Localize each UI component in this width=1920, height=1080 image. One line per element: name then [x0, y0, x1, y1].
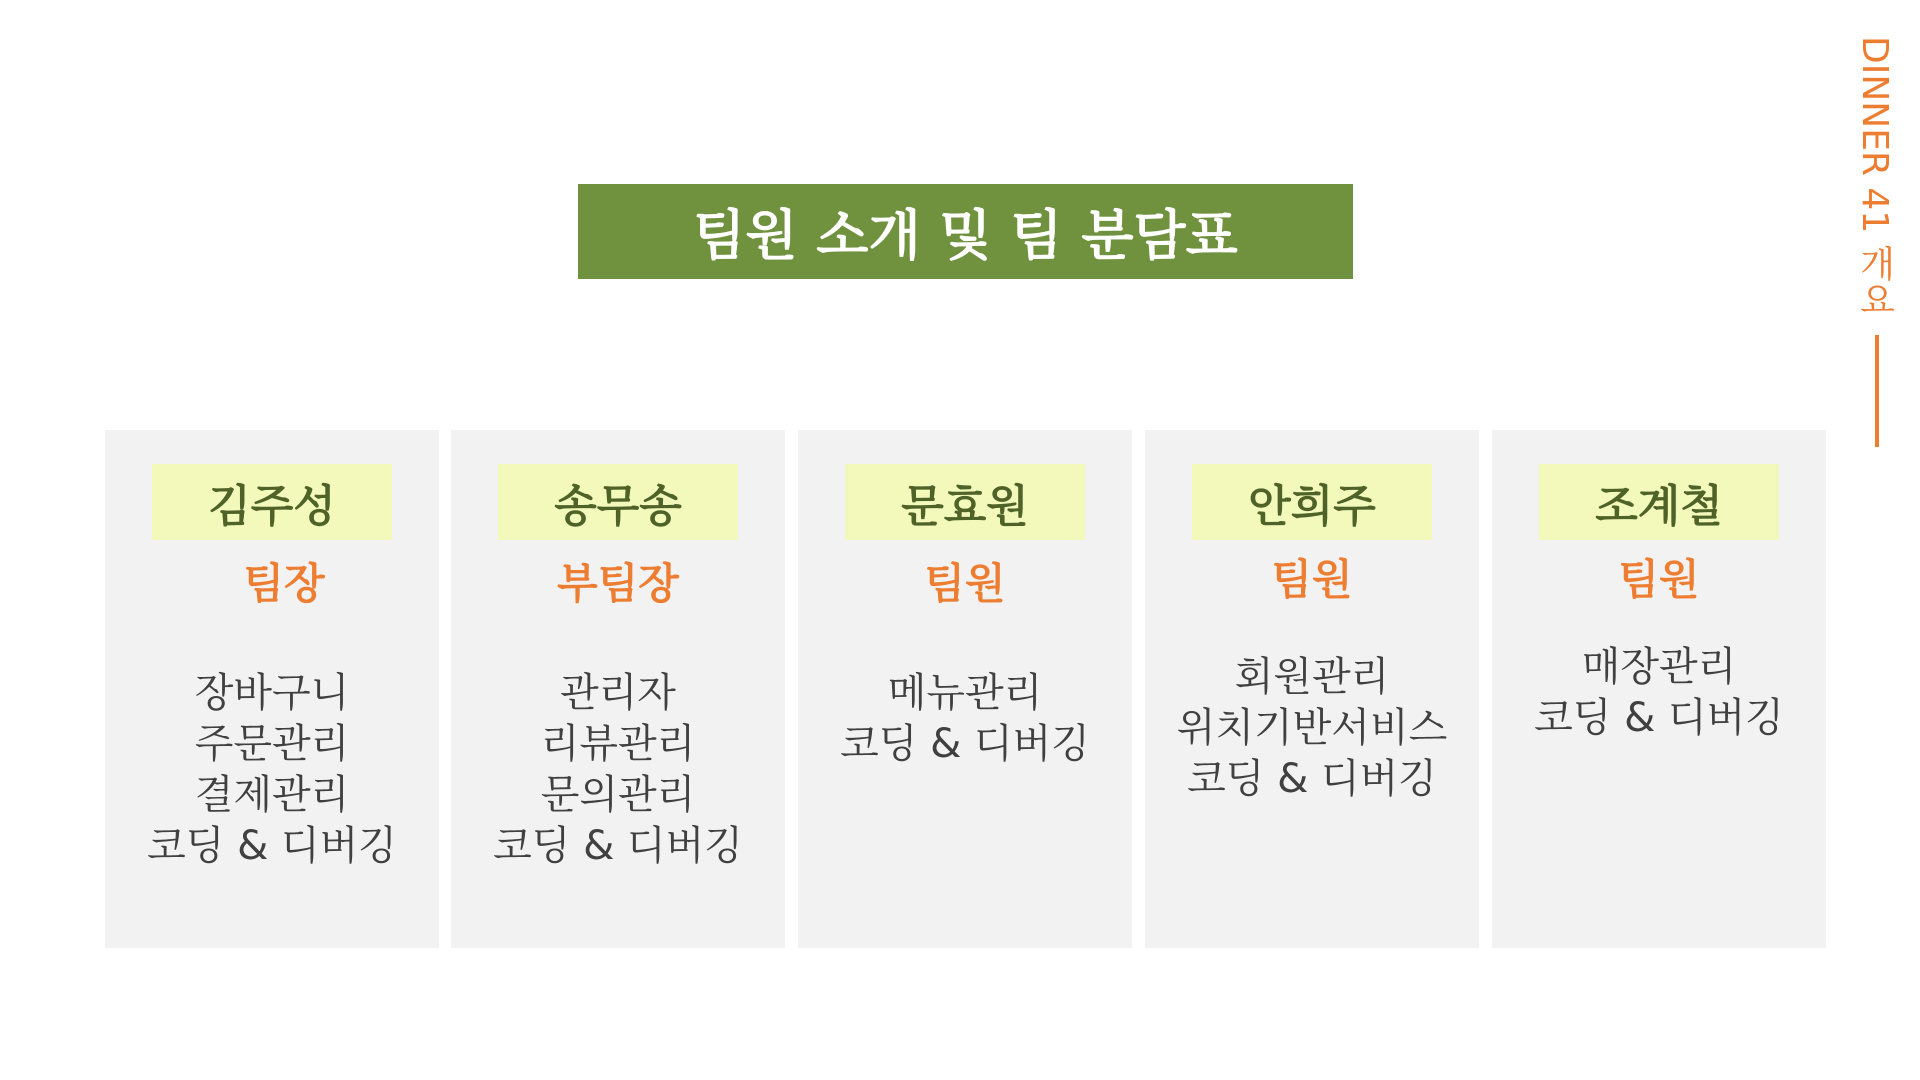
member-card: [1492, 430, 1826, 948]
member-task-list: [1492, 642, 1826, 744]
member-card: [105, 430, 439, 948]
member-task-list: [105, 668, 439, 872]
task-item: 코딩 & 디버깅: [840, 721, 1090, 767]
member-role: 팀원: [924, 559, 1006, 608]
member-role: 부팀장: [557, 559, 679, 608]
page-title: 팀원 소개 및 팀 분담표: [578, 184, 1353, 279]
member-task-list: [1145, 652, 1479, 805]
task-item: 코딩 & 디버깅: [147, 823, 397, 869]
task-item: 코딩 & 디버깅: [493, 823, 743, 869]
member-name: 김주성: [152, 464, 392, 540]
task-item: 리뷰관리: [540, 721, 696, 767]
task-item: 코딩 & 디버깅: [1534, 695, 1784, 741]
member-card: [1145, 430, 1479, 948]
task-item: 결제관리: [194, 772, 350, 818]
member-task-list: [451, 668, 785, 872]
member-card: [451, 430, 785, 948]
member-task-list: [798, 668, 1132, 770]
member-role: 팀장: [243, 559, 325, 608]
member-role: 팀원: [1618, 555, 1700, 604]
member-name: 문효원: [845, 464, 1085, 540]
member-role: 팀원: [1271, 555, 1353, 604]
side-section-label: DINNER 41 개요: [1854, 36, 1895, 317]
member-name: 송무송: [498, 464, 738, 540]
task-item: 문의관리: [540, 772, 696, 818]
task-item: 위치기반서비스: [1176, 705, 1448, 751]
side-divider: [1875, 335, 1879, 447]
member-name: 안희주: [1192, 464, 1432, 540]
task-item: 장바구니: [194, 670, 350, 716]
task-item: 메뉴관리: [887, 670, 1043, 716]
member-name: 조계철: [1539, 464, 1779, 540]
task-item: 관리자: [560, 670, 676, 716]
task-item: 코딩 & 디버깅: [1187, 756, 1437, 802]
task-item: 회원관리: [1234, 654, 1390, 700]
task-item: 매장관리: [1581, 644, 1737, 690]
member-card: [798, 430, 1132, 948]
task-item: 주문관리: [194, 721, 350, 767]
